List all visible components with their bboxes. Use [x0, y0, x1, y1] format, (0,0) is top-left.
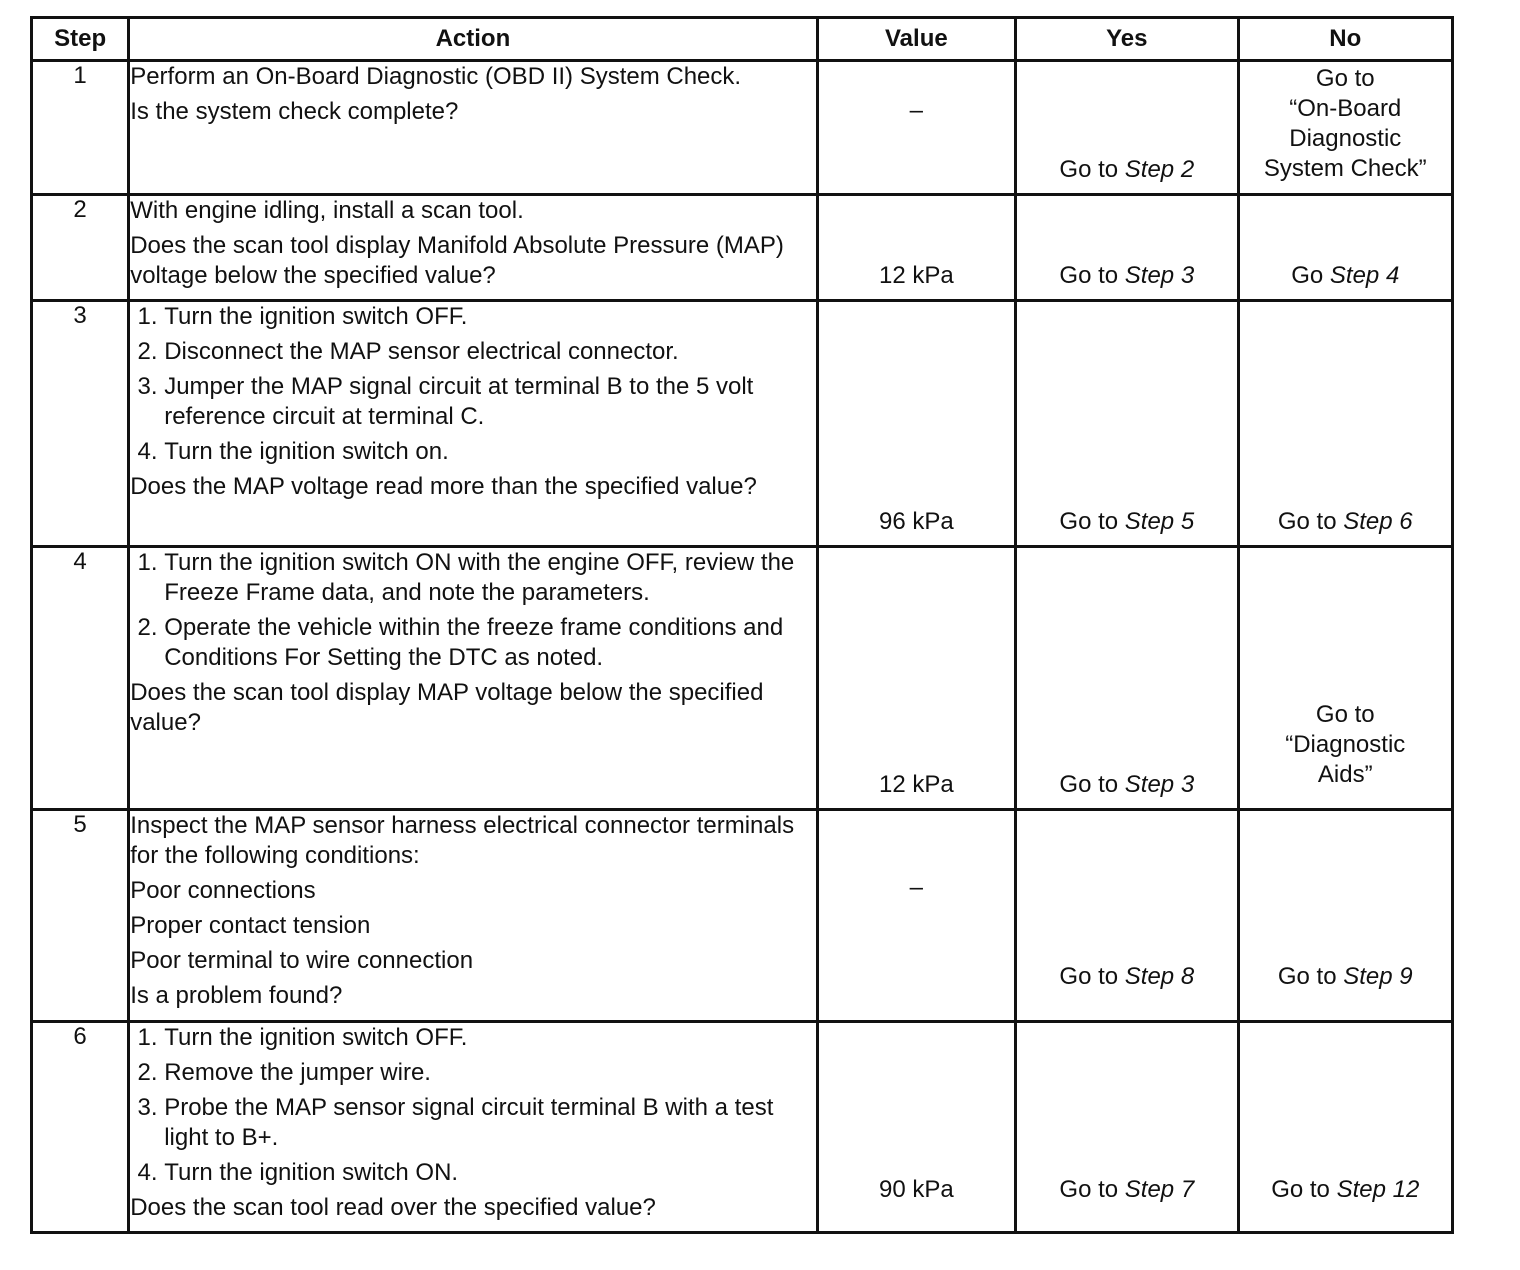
yes-step-link[interactable]: Step 2 — [1124, 156, 1195, 183]
no-cell — [1238, 1022, 1452, 1233]
header-row — [32, 18, 1453, 61]
action-cell — [129, 1022, 817, 1233]
action-cell — [129, 547, 817, 810]
yes-cell — [1016, 810, 1238, 1022]
no-step-link[interactable]: Step 4 — [1329, 262, 1400, 289]
header-step: Step — [32, 18, 129, 61]
yes-cell — [1016, 61, 1238, 195]
action-step-item: 3. Probe the MAP sensor signal circuit terminal B with a test light to B+. — [164, 1093, 815, 1153]
yes-step-link[interactable]: Step 7 — [1124, 1176, 1195, 1203]
no-cell — [1238, 195, 1452, 301]
no-prefix: Go to — [1277, 508, 1344, 535]
no-cell — [1238, 301, 1452, 547]
condition-item: Proper contact tension — [130, 912, 371, 939]
action-step-item: 2. Remove the jumper wire. — [164, 1058, 815, 1088]
yes-step-link[interactable]: Step 3 — [1124, 771, 1195, 798]
step-number: 6 — [32, 1022, 129, 1233]
no-line: System Check” — [1263, 155, 1427, 182]
yes-prefix: Go to — [1059, 508, 1125, 535]
no-prefix: Go to — [1277, 963, 1344, 990]
no-line: “On-Board — [1289, 95, 1402, 122]
table-row — [32, 547, 1453, 810]
table-row — [32, 301, 1453, 547]
action-text: With engine idling, install a scan tool. — [130, 197, 524, 224]
no-step-link[interactable]: Step 6 — [1343, 508, 1413, 535]
no-step-link[interactable]: Step 9 — [1343, 963, 1413, 990]
value-text: 12 kPa — [879, 262, 954, 289]
action-text: Perform an On-Board Diagnostic (OBD II) System Check. — [130, 63, 742, 90]
action-step-item: 3. Jumper the MAP signal circuit at terminal B to the 5 volt reference circuit at terminal C. — [164, 372, 815, 432]
action-step-item: 1. Turn the ignition switch OFF. — [164, 302, 815, 332]
no-cell — [1238, 547, 1452, 810]
no-line: Diagnostic — [1289, 125, 1402, 152]
yes-step-link[interactable]: Step 3 — [1124, 262, 1195, 289]
no-line: Go to — [1315, 65, 1375, 92]
no-cell — [1238, 61, 1452, 195]
yes-prefix: Go to — [1059, 771, 1125, 798]
value-cell — [817, 301, 1015, 547]
action-cell — [129, 195, 817, 301]
action-question: Is a problem found? — [130, 982, 343, 1009]
yes-prefix: Go to — [1059, 156, 1125, 183]
value-cell — [817, 195, 1015, 301]
action-question: Does the scan tool display MAP voltage below the specified value? — [130, 679, 764, 736]
header-action: Action — [129, 18, 817, 61]
action-steps-list — [130, 302, 815, 467]
yes-prefix: Go to — [1059, 1176, 1125, 1203]
no-reference[interactable] — [1240, 64, 1451, 184]
yes-prefix: Go to — [1059, 963, 1125, 990]
no-line: “Diagnostic — [1285, 731, 1406, 758]
yes-cell — [1016, 301, 1238, 547]
action-steps-list — [130, 1023, 815, 1188]
action-cell — [129, 810, 817, 1022]
yes-step-link[interactable]: Step 5 — [1124, 508, 1195, 535]
no-cell — [1238, 810, 1452, 1022]
table-row — [32, 1022, 1453, 1233]
value-text: 96 kPa — [879, 508, 954, 535]
no-prefix: Go to — [1271, 1176, 1337, 1203]
action-step-item: 1. Turn the ignition switch ON with the engine OFF, review the Freeze Frame data, and note the parameters. — [164, 548, 815, 608]
action-step-item: 2. Operate the vehicle within the freeze frame conditions and Conditions For Setting the DTC as noted. — [164, 613, 815, 673]
value-text: 90 kPa — [879, 1176, 954, 1203]
action-question: Does the MAP voltage read more than the specified value? — [130, 473, 757, 500]
step-number: 5 — [32, 810, 129, 1022]
yes-cell — [1016, 547, 1238, 810]
action-step-item: 2. Disconnect the MAP sensor electrical connector. — [164, 337, 815, 367]
action-question: Does the scan tool read over the specified value? — [130, 1194, 656, 1221]
step-number: 3 — [32, 301, 129, 547]
value-cell — [817, 61, 1015, 195]
yes-cell — [1016, 1022, 1238, 1233]
action-cell — [129, 301, 817, 547]
yes-cell — [1016, 195, 1238, 301]
diagnostic-table — [30, 16, 1454, 1234]
step-number: 4 — [32, 547, 129, 810]
value-cell — [817, 547, 1015, 810]
value-text: – — [909, 97, 924, 124]
condition-item: Poor connections — [130, 877, 316, 904]
header-value: Value — [817, 18, 1015, 61]
no-line: Aids” — [1317, 761, 1373, 788]
table-row — [32, 61, 1453, 195]
value-cell — [817, 1022, 1015, 1233]
action-step-item: 1. Turn the ignition switch OFF. — [164, 1023, 815, 1053]
no-reference[interactable] — [1240, 700, 1451, 790]
action-cell — [129, 61, 817, 195]
yes-prefix: Go to — [1059, 262, 1125, 289]
action-step-item: 4. Turn the ignition switch on. — [164, 437, 815, 467]
action-question: Does the scan tool display Manifold Absolute Pressure (MAP) voltage below the specified value? — [130, 232, 784, 289]
step-number: 1 — [32, 61, 129, 195]
condition-item: Poor terminal to wire connection — [130, 947, 474, 974]
value-text: 12 kPa — [879, 771, 954, 798]
action-step-item: 4. Turn the ignition switch ON. — [164, 1158, 815, 1188]
header-yes: Yes — [1016, 18, 1238, 61]
no-step-link[interactable]: Step 12 — [1336, 1176, 1420, 1203]
step-number: 2 — [32, 195, 129, 301]
table-row — [32, 810, 1453, 1022]
action-question: Is the system check complete? — [130, 98, 459, 125]
no-prefix: Go — [1291, 262, 1330, 289]
table-row — [32, 195, 1453, 301]
header-no: No — [1238, 18, 1452, 61]
action-text: Inspect the MAP sensor harness electrical connector terminals for the following conditions: — [130, 812, 795, 869]
no-line: Go to — [1315, 701, 1375, 728]
value-text: – — [909, 874, 924, 901]
value-cell — [817, 810, 1015, 1022]
action-steps-list — [130, 548, 815, 673]
yes-step-link[interactable]: Step 8 — [1124, 963, 1195, 990]
